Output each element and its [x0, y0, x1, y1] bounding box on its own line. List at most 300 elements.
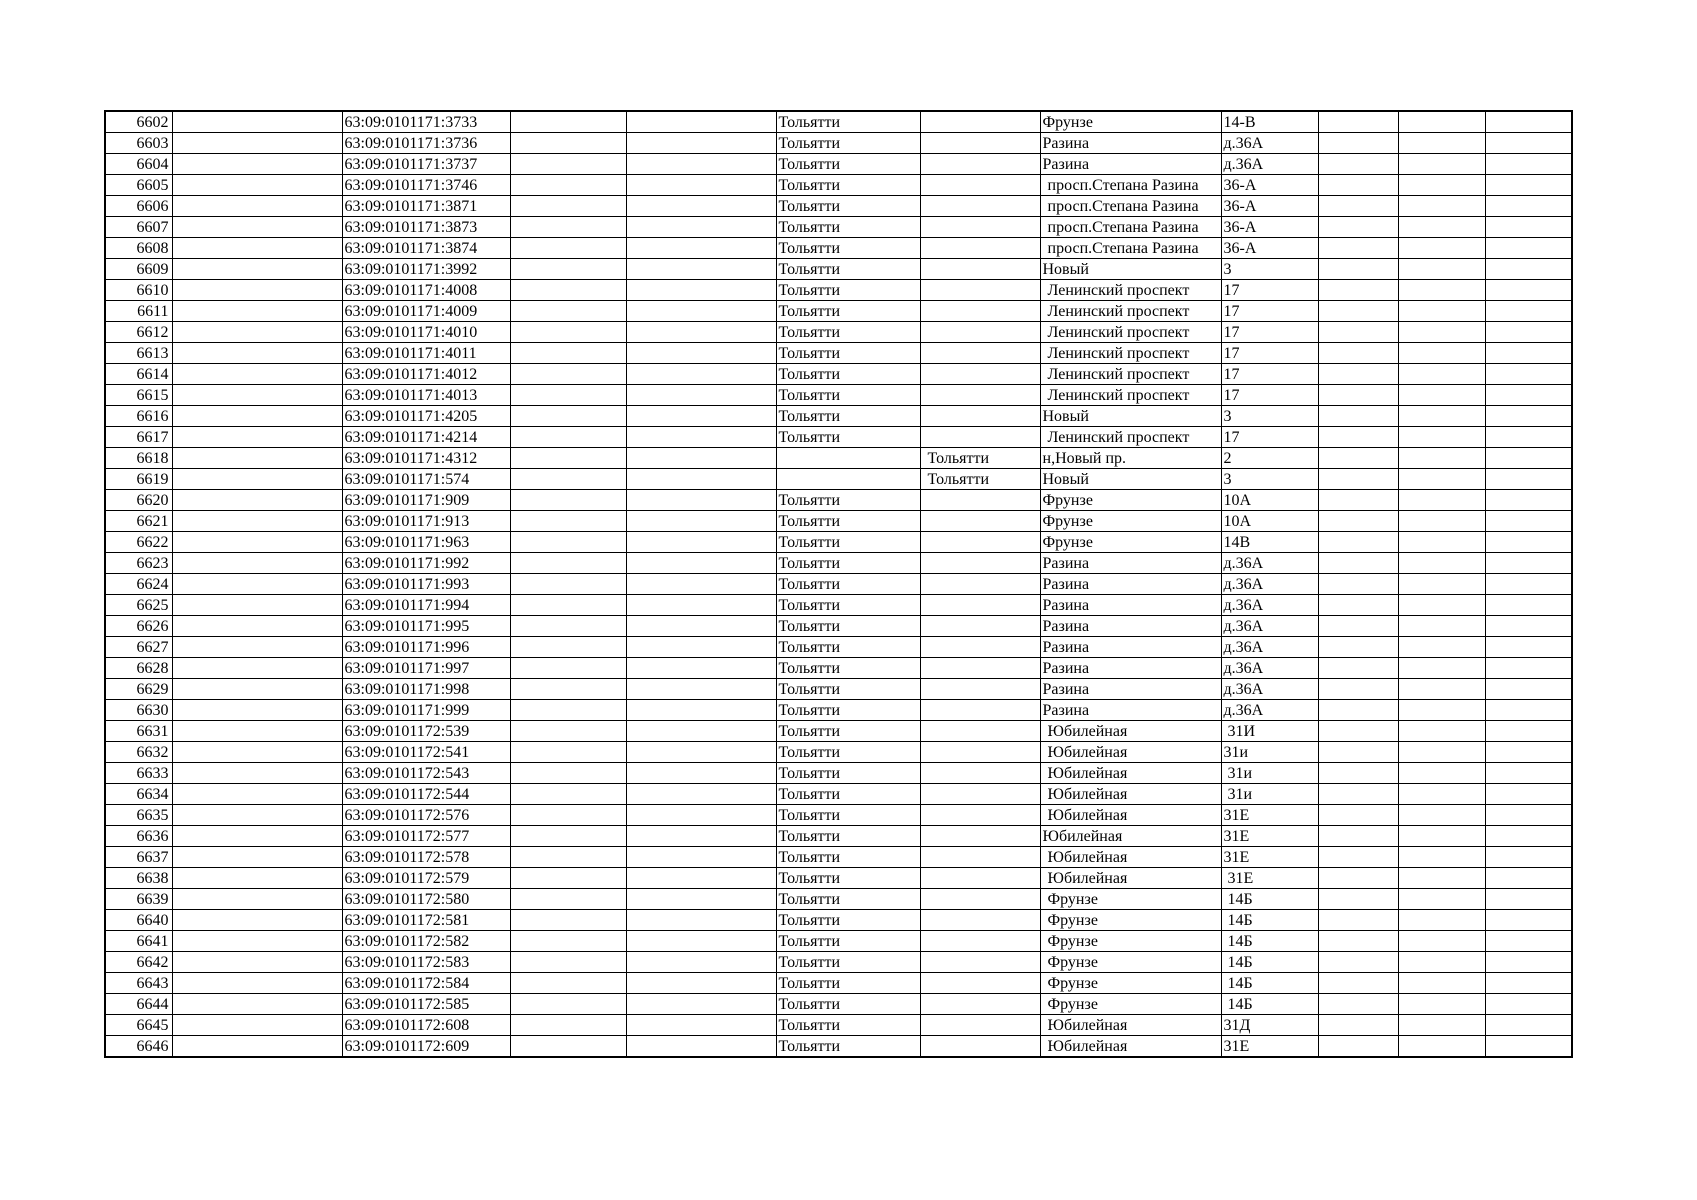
city-cell: Тольятти	[776, 1015, 920, 1036]
cadastral-number-cell: 63:09:0101171:3733	[342, 111, 510, 133]
locality-cell	[920, 616, 1040, 637]
empty-cell	[172, 175, 342, 196]
house-number-cell: 17	[1221, 385, 1318, 406]
cadastral-number-cell: 63:09:0101171:3746	[342, 175, 510, 196]
table-row	[105, 910, 1572, 931]
empty-cell	[1318, 1036, 1398, 1058]
locality-cell	[920, 196, 1040, 217]
empty-cell	[1398, 469, 1485, 490]
locality-cell	[920, 847, 1040, 868]
empty-cell	[1398, 301, 1485, 322]
empty-cell	[1485, 511, 1572, 532]
empty-cell	[510, 196, 626, 217]
empty-cell	[1485, 364, 1572, 385]
table-row	[105, 595, 1572, 616]
empty-cell	[510, 595, 626, 616]
table-row	[105, 931, 1572, 952]
street-cell: Юбилейная	[1040, 1036, 1221, 1058]
locality-cell	[920, 343, 1040, 364]
row-number-cell: 6604	[105, 154, 172, 175]
empty-cell	[1318, 973, 1398, 994]
empty-cell	[172, 406, 342, 427]
empty-cell	[172, 133, 342, 154]
empty-cell	[1485, 217, 1572, 238]
empty-cell	[172, 385, 342, 406]
house-number-cell: 31и	[1221, 742, 1318, 763]
table-row	[105, 364, 1572, 385]
street-cell: Юбилейная	[1040, 742, 1221, 763]
empty-cell	[510, 721, 626, 742]
street-cell: Разина	[1040, 154, 1221, 175]
empty-cell	[172, 763, 342, 784]
cadastral-number-cell: 63:09:0101171:4205	[342, 406, 510, 427]
locality-cell	[920, 532, 1040, 553]
empty-cell	[626, 847, 776, 868]
house-number-cell: 14-В	[1221, 111, 1318, 133]
empty-cell	[1485, 385, 1572, 406]
empty-cell	[1318, 805, 1398, 826]
empty-cell	[626, 805, 776, 826]
street-cell: просп.Степана Разина	[1040, 196, 1221, 217]
empty-cell	[1398, 952, 1485, 973]
house-number-cell: 14Б	[1221, 910, 1318, 931]
empty-cell	[626, 910, 776, 931]
empty-cell	[172, 658, 342, 679]
locality-cell	[920, 259, 1040, 280]
empty-cell	[1398, 532, 1485, 553]
locality-cell	[920, 1036, 1040, 1058]
empty-cell	[1318, 679, 1398, 700]
empty-cell	[626, 301, 776, 322]
empty-cell	[510, 931, 626, 952]
city-cell: Тольятти	[776, 427, 920, 448]
city-cell: Тольятти	[776, 994, 920, 1015]
house-number-cell: 10А	[1221, 490, 1318, 511]
cadastral-number-cell: 63:09:0101171:4012	[342, 364, 510, 385]
empty-cell	[172, 910, 342, 931]
empty-cell	[1485, 931, 1572, 952]
cadastral-number-cell: 63:09:0101171:4010	[342, 322, 510, 343]
street-cell: Разина	[1040, 595, 1221, 616]
locality-cell	[920, 952, 1040, 973]
empty-cell	[1398, 427, 1485, 448]
empty-cell	[1485, 805, 1572, 826]
city-cell: Тольятти	[776, 238, 920, 259]
locality-cell	[920, 406, 1040, 427]
city-cell: Тольятти	[776, 847, 920, 868]
table-row	[105, 111, 1572, 133]
empty-cell	[172, 427, 342, 448]
empty-cell	[626, 679, 776, 700]
empty-cell	[1318, 889, 1398, 910]
empty-cell	[510, 742, 626, 763]
empty-cell	[1318, 1015, 1398, 1036]
empty-cell	[1398, 826, 1485, 847]
street-cell: н,Новый пр.	[1040, 448, 1221, 469]
locality-cell	[920, 238, 1040, 259]
house-number-cell: 17	[1221, 280, 1318, 301]
house-number-cell: 31Е	[1221, 1036, 1318, 1058]
row-number-cell: 6646	[105, 1036, 172, 1058]
house-number-cell: д.36А	[1221, 679, 1318, 700]
locality-cell	[920, 763, 1040, 784]
row-number-cell: 6620	[105, 490, 172, 511]
cadastral-number-cell: 63:09:0101172:578	[342, 847, 510, 868]
empty-cell	[1318, 406, 1398, 427]
house-number-cell: 14В	[1221, 532, 1318, 553]
locality-cell	[920, 133, 1040, 154]
empty-cell	[1485, 994, 1572, 1015]
row-number-cell: 6607	[105, 217, 172, 238]
empty-cell	[1398, 343, 1485, 364]
city-cell: Тольятти	[776, 511, 920, 532]
cadastral-number-cell: 63:09:0101171:4011	[342, 343, 510, 364]
empty-cell	[1318, 259, 1398, 280]
empty-cell	[510, 910, 626, 931]
locality-cell	[920, 910, 1040, 931]
empty-cell	[1485, 490, 1572, 511]
row-number-cell: 6639	[105, 889, 172, 910]
street-cell: Фрунзе	[1040, 511, 1221, 532]
locality-cell	[920, 1015, 1040, 1036]
table-row	[105, 826, 1572, 847]
street-cell: Фрунзе	[1040, 952, 1221, 973]
city-cell: Тольятти	[776, 868, 920, 889]
table-row	[105, 427, 1572, 448]
house-number-cell: 14Б	[1221, 931, 1318, 952]
empty-cell	[1485, 322, 1572, 343]
city-cell: Тольятти	[776, 217, 920, 238]
empty-cell	[1485, 259, 1572, 280]
table-row	[105, 343, 1572, 364]
empty-cell	[1398, 1015, 1485, 1036]
table-row	[105, 133, 1572, 154]
table-row	[105, 448, 1572, 469]
table-row	[105, 700, 1572, 721]
empty-cell	[1485, 616, 1572, 637]
empty-cell	[172, 364, 342, 385]
city-cell: Тольятти	[776, 931, 920, 952]
table-row	[105, 217, 1572, 238]
house-number-cell: д.36А	[1221, 616, 1318, 637]
row-number-cell: 6611	[105, 301, 172, 322]
row-number-cell: 6642	[105, 952, 172, 973]
empty-cell	[1485, 238, 1572, 259]
empty-cell	[510, 490, 626, 511]
cadastral-number-cell: 63:09:0101172:544	[342, 784, 510, 805]
street-cell: Новый	[1040, 259, 1221, 280]
empty-cell	[626, 1015, 776, 1036]
city-cell: Тольятти	[776, 385, 920, 406]
empty-cell	[1485, 784, 1572, 805]
street-cell: Ленинский проспект	[1040, 427, 1221, 448]
empty-cell	[1485, 1015, 1572, 1036]
empty-cell	[1318, 595, 1398, 616]
empty-cell	[510, 784, 626, 805]
empty-cell	[1318, 175, 1398, 196]
house-number-cell: д.36А	[1221, 553, 1318, 574]
empty-cell	[1318, 448, 1398, 469]
row-number-cell: 6641	[105, 931, 172, 952]
empty-cell	[626, 238, 776, 259]
empty-cell	[172, 154, 342, 175]
city-cell: Тольятти	[776, 973, 920, 994]
empty-cell	[1398, 763, 1485, 784]
empty-cell	[626, 721, 776, 742]
empty-cell	[172, 973, 342, 994]
street-cell: Разина	[1040, 637, 1221, 658]
street-cell: Новый	[1040, 406, 1221, 427]
empty-cell	[1398, 196, 1485, 217]
empty-cell	[1318, 111, 1398, 133]
street-cell: Фрунзе	[1040, 910, 1221, 931]
empty-cell	[1318, 826, 1398, 847]
locality-cell	[920, 721, 1040, 742]
empty-cell	[172, 196, 342, 217]
empty-cell	[510, 1036, 626, 1058]
cadastral-number-cell: 63:09:0101171:3873	[342, 217, 510, 238]
empty-cell	[510, 238, 626, 259]
empty-cell	[510, 154, 626, 175]
city-cell: Тольятти	[776, 175, 920, 196]
empty-cell	[1398, 553, 1485, 574]
cadastral-number-cell: 63:09:0101171:996	[342, 637, 510, 658]
locality-cell	[920, 973, 1040, 994]
city-cell: Тольятти	[776, 721, 920, 742]
empty-cell	[1485, 427, 1572, 448]
empty-cell	[1398, 511, 1485, 532]
street-cell: Разина	[1040, 616, 1221, 637]
locality-cell: Тольятти	[920, 448, 1040, 469]
house-number-cell: 36-А	[1221, 238, 1318, 259]
table-row	[105, 301, 1572, 322]
city-cell: Тольятти	[776, 952, 920, 973]
empty-cell	[1318, 910, 1398, 931]
row-number-cell: 6619	[105, 469, 172, 490]
empty-cell	[626, 784, 776, 805]
empty-cell	[1398, 259, 1485, 280]
table-row	[105, 1015, 1572, 1036]
empty-cell	[1318, 847, 1398, 868]
empty-cell	[1318, 490, 1398, 511]
street-cell: Фрунзе	[1040, 973, 1221, 994]
locality-cell	[920, 994, 1040, 1015]
table-row	[105, 952, 1572, 973]
cadastral-number-cell: 63:09:0101172:543	[342, 763, 510, 784]
locality-cell	[920, 511, 1040, 532]
cadastral-number-cell: 63:09:0101172:581	[342, 910, 510, 931]
street-cell: Разина	[1040, 574, 1221, 595]
city-cell: Тольятти	[776, 301, 920, 322]
empty-cell	[626, 994, 776, 1015]
table-row	[105, 469, 1572, 490]
cadastral-number-cell: 63:09:0101171:3737	[342, 154, 510, 175]
empty-cell	[510, 763, 626, 784]
empty-cell	[1318, 532, 1398, 553]
empty-cell	[626, 931, 776, 952]
cadastral-number-cell: 63:09:0101171:909	[342, 490, 510, 511]
empty-cell	[1318, 553, 1398, 574]
locality-cell	[920, 637, 1040, 658]
row-number-cell: 6608	[105, 238, 172, 259]
table-row	[105, 847, 1572, 868]
table-row	[105, 805, 1572, 826]
empty-cell	[1398, 637, 1485, 658]
locality-cell	[920, 217, 1040, 238]
empty-cell	[1485, 721, 1572, 742]
empty-cell	[172, 889, 342, 910]
city-cell: Тольятти	[776, 679, 920, 700]
empty-cell	[1485, 868, 1572, 889]
empty-cell	[510, 364, 626, 385]
house-number-cell: 17	[1221, 364, 1318, 385]
locality-cell	[920, 364, 1040, 385]
table-row	[105, 259, 1572, 280]
empty-cell	[626, 553, 776, 574]
street-cell: Фрунзе	[1040, 931, 1221, 952]
city-cell	[776, 448, 920, 469]
house-number-cell: 36-А	[1221, 196, 1318, 217]
empty-cell	[510, 343, 626, 364]
locality-cell	[920, 385, 1040, 406]
row-number-cell: 6631	[105, 721, 172, 742]
locality-cell	[920, 427, 1040, 448]
street-cell: Юбилейная	[1040, 868, 1221, 889]
empty-cell	[1318, 574, 1398, 595]
row-number-cell: 6616	[105, 406, 172, 427]
street-cell: Фрунзе	[1040, 994, 1221, 1015]
empty-cell	[172, 847, 342, 868]
street-cell: Разина	[1040, 679, 1221, 700]
table-row	[105, 1036, 1572, 1058]
empty-cell	[1485, 763, 1572, 784]
empty-cell	[626, 700, 776, 721]
locality-cell	[920, 700, 1040, 721]
cadastral-number-cell: 63:09:0101171:4214	[342, 427, 510, 448]
city-cell: Тольятти	[776, 133, 920, 154]
locality-cell	[920, 805, 1040, 826]
empty-cell	[1318, 301, 1398, 322]
city-cell: Тольятти	[776, 616, 920, 637]
city-cell: Тольятти	[776, 280, 920, 301]
empty-cell	[626, 175, 776, 196]
empty-cell	[510, 973, 626, 994]
register-table	[104, 110, 1573, 1058]
house-number-cell: 2	[1221, 448, 1318, 469]
empty-cell	[626, 637, 776, 658]
empty-cell	[1318, 133, 1398, 154]
empty-cell	[1485, 847, 1572, 868]
empty-cell	[1398, 931, 1485, 952]
cadastral-number-cell: 63:09:0101171:3736	[342, 133, 510, 154]
empty-cell	[1485, 406, 1572, 427]
street-cell: Юбилейная	[1040, 721, 1221, 742]
empty-cell	[1485, 280, 1572, 301]
empty-cell	[172, 238, 342, 259]
empty-cell	[1485, 196, 1572, 217]
cadastral-number-cell: 63:09:0101171:574	[342, 469, 510, 490]
empty-cell	[1485, 133, 1572, 154]
locality-cell	[920, 658, 1040, 679]
empty-cell	[1398, 133, 1485, 154]
row-number-cell: 6625	[105, 595, 172, 616]
table-row	[105, 490, 1572, 511]
row-number-cell: 6613	[105, 343, 172, 364]
table-row	[105, 637, 1572, 658]
row-number-cell: 6644	[105, 994, 172, 1015]
empty-cell	[172, 826, 342, 847]
empty-cell	[1398, 322, 1485, 343]
table-row	[105, 322, 1572, 343]
empty-cell	[626, 1036, 776, 1058]
row-number-cell: 6609	[105, 259, 172, 280]
locality-cell	[920, 931, 1040, 952]
row-number-cell: 6626	[105, 616, 172, 637]
cadastral-number-cell: 63:09:0101172:579	[342, 868, 510, 889]
empty-cell	[1318, 322, 1398, 343]
empty-cell	[172, 868, 342, 889]
row-number-cell: 6645	[105, 1015, 172, 1036]
empty-cell	[626, 889, 776, 910]
empty-cell	[626, 343, 776, 364]
empty-cell	[1485, 175, 1572, 196]
table-body	[105, 111, 1572, 1057]
house-number-cell: д.36А	[1221, 658, 1318, 679]
empty-cell	[626, 826, 776, 847]
empty-cell	[1318, 238, 1398, 259]
street-cell: просп.Степана Разина	[1040, 238, 1221, 259]
empty-cell	[626, 448, 776, 469]
empty-cell	[1318, 868, 1398, 889]
row-number-cell: 6618	[105, 448, 172, 469]
row-number-cell: 6634	[105, 784, 172, 805]
empty-cell	[510, 259, 626, 280]
empty-cell	[626, 742, 776, 763]
empty-cell	[1398, 679, 1485, 700]
empty-cell	[1398, 280, 1485, 301]
street-cell: Ленинский проспект	[1040, 385, 1221, 406]
cadastral-number-cell: 63:09:0101171:3871	[342, 196, 510, 217]
street-cell: просп.Степана Разина	[1040, 175, 1221, 196]
empty-cell	[626, 532, 776, 553]
street-cell: Ленинский проспект	[1040, 364, 1221, 385]
locality-cell	[920, 301, 1040, 322]
empty-cell	[1398, 364, 1485, 385]
house-number-cell: д.36А	[1221, 154, 1318, 175]
city-cell: Тольятти	[776, 532, 920, 553]
empty-cell	[1485, 595, 1572, 616]
empty-cell	[510, 175, 626, 196]
empty-cell	[510, 448, 626, 469]
empty-cell	[510, 826, 626, 847]
empty-cell	[1318, 784, 1398, 805]
empty-cell	[172, 553, 342, 574]
empty-cell	[510, 847, 626, 868]
cadastral-number-cell: 63:09:0101171:997	[342, 658, 510, 679]
empty-cell	[1318, 763, 1398, 784]
empty-cell	[1318, 196, 1398, 217]
empty-cell	[510, 952, 626, 973]
cadastral-number-cell: 63:09:0101172:585	[342, 994, 510, 1015]
cadastral-number-cell: 63:09:0101171:994	[342, 595, 510, 616]
table-row	[105, 973, 1572, 994]
empty-cell	[626, 322, 776, 343]
locality-cell	[920, 784, 1040, 805]
table-row	[105, 763, 1572, 784]
locality-cell	[920, 322, 1040, 343]
empty-cell	[510, 679, 626, 700]
empty-cell	[172, 1036, 342, 1058]
